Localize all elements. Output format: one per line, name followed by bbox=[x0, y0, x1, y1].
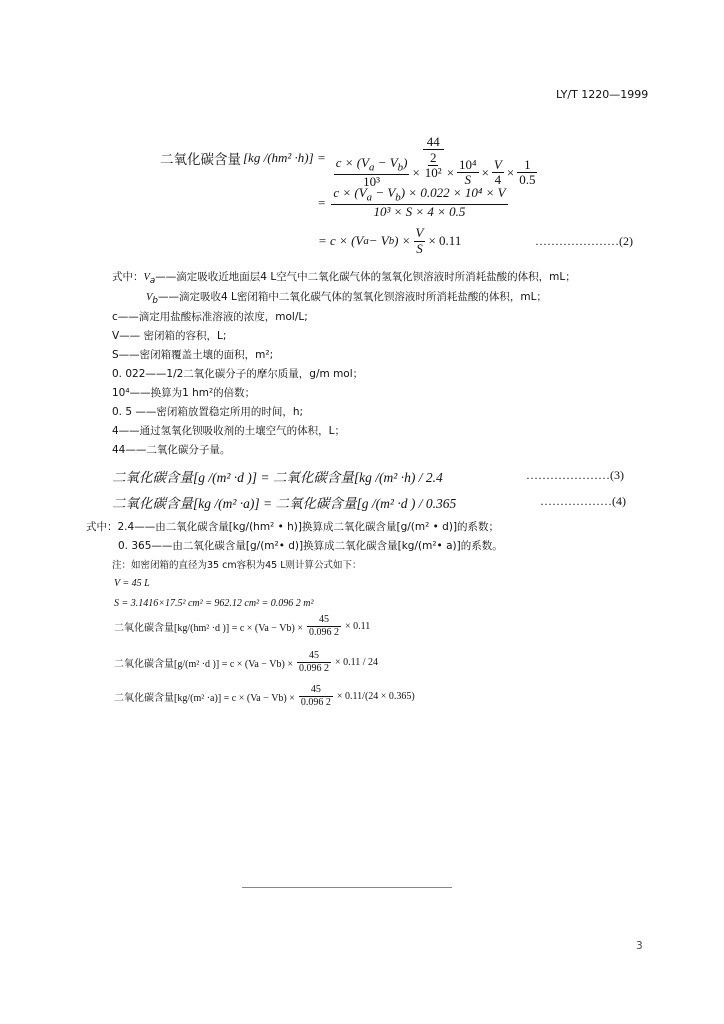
definition-05: 0. 5 ——密闭箱放置稳定所用的时间，h; bbox=[112, 406, 304, 418]
definition-va: 式中：$V_a——$滴定吸收近地面层4 L空气中二氧化碳气体的氢氧化钡溶液时所消耗盐酸的体积，mL； bbox=[112, 271, 576, 287]
formula-4: 二氧化碳含量[kg /(m² ·a)] = 二氧化碳含量[g /(m² ·d ) / 0.365 bbox=[112, 496, 457, 511]
equation-number-3: …………………(3) bbox=[526, 468, 624, 482]
note-equation-3: 二氧化碳含量[kg/(m² ·a)] = c × (Va − Vb) × $\frac{45}{0.096 2}$ × 0.11/(24 × 0.365) bbox=[114, 684, 415, 708]
formula-lhs: 二氧化碳含量 bbox=[160, 151, 241, 168]
formula-2-line-3: = c × (V a − V b ) × $\frac{V}{S}$ × 0.11 bbox=[318, 225, 462, 256]
times-sign: × bbox=[506, 164, 515, 180]
fraction-v-over-s: $\frac{V}{S}$ bbox=[415, 225, 424, 256]
equation-number-4: ………………(4) bbox=[540, 494, 626, 508]
note-equation-1: 二氧化碳含量[kg/(hm² ·d )] = c × (Va − Vb) × $\frac{45}{0.096 2}$ × 0.11 bbox=[114, 614, 371, 638]
formula-lhs-unit: [kg /(hm² ·h)] = bbox=[243, 149, 326, 165]
page-number: 3 bbox=[636, 940, 643, 952]
standard-code: LY/T 1220—1999 bbox=[556, 88, 649, 101]
equation-number-2: …………………(2) bbox=[535, 234, 633, 248]
note-title: 注：如密闭箱的直径为35 cm容积为45 L则计算公式如下： bbox=[112, 560, 362, 571]
note-v: V = 45 L bbox=[114, 578, 150, 589]
note-s: S = 3.1416×17.5² cm² = 962.12 cm² = 0.096 2 m² bbox=[114, 598, 314, 609]
formula-3: 二氧化碳含量[g /(m² ·d )] = 二氧化碳含量[kg /(m² ·h) / 2.4 bbox=[112, 470, 443, 485]
formula-2-line-1 bbox=[160, 126, 537, 190]
definition-0365: 0. 365——由二氧化碳含量[g/(m²• d)]换算成二氧化碳含量[kg/(m²• a)]的系数。 bbox=[118, 540, 503, 552]
fraction-va-vb: $\frac{c \times (V_a - V_b)}{\text{10³}}$ bbox=[335, 155, 408, 190]
definition-10-4: 10⁴——换算为1 hm²的倍数； bbox=[112, 387, 256, 399]
fraction-104-over-s: $\frac{\text{10⁴}}{S}$ bbox=[459, 156, 477, 188]
formula-2-line-2: = $\frac{c \times (V_a - V_b) \times 0.022 \times 10^4 \times V}{\text{10³ × S × 4 × 0.5}}$ bbox=[318, 185, 506, 220]
fraction-44-over-2: 44 2 10² bbox=[424, 133, 442, 181]
definition-4: 4——通过氢氧化钡吸收剂的土壤空气的体积，L； bbox=[112, 425, 346, 437]
fraction-expanded: $\frac{c \times (V_a - V_b) \times 0.022 \times 10^4 \times V}{\text{10³ × S × 4 × 0.5}}$ bbox=[333, 185, 506, 220]
note-equation-2: 二氧化碳含量[g/(m² ·d )] = c × (Va − Vb) × $\frac{45}{0.096 2}$ × 0.11 / 24 bbox=[114, 650, 379, 674]
fraction-1-over-05: $\frac{1}{0.5}$ bbox=[519, 156, 536, 188]
definition-0022: 0. 022——1/2二氧化碳分子的摩尔质量，g/m mol； bbox=[112, 368, 364, 380]
definition-v: V—— 密闭箱的容积，L; bbox=[112, 330, 227, 342]
fraction-v-over-4: $\frac{V}{4}$ bbox=[493, 156, 502, 188]
times-sign: × bbox=[446, 164, 455, 180]
times-sign: × bbox=[481, 164, 489, 180]
definition-c: c——滴定用盐酸标准溶液的浓度，mol/L; bbox=[112, 311, 308, 323]
definition-s: S——密闭箱覆盖土壤的面积，m²; bbox=[112, 349, 274, 361]
definition-vb: $V_b——$滴定吸收4 L密闭箱中二氧化碳气体的氢氧化钡溶液时所消耗盐酸的体积，mL； bbox=[146, 291, 547, 307]
times-sign: × bbox=[412, 164, 420, 180]
end-divider bbox=[242, 887, 452, 888]
definition-44: 44——二氧化碳分子量。 bbox=[112, 444, 231, 456]
definition-24: 式中：2.4——由二氧化碳含量[kg/(hm² • h)]换算成二氧化碳含量[g/(m² • d)]的系数； bbox=[86, 521, 500, 533]
